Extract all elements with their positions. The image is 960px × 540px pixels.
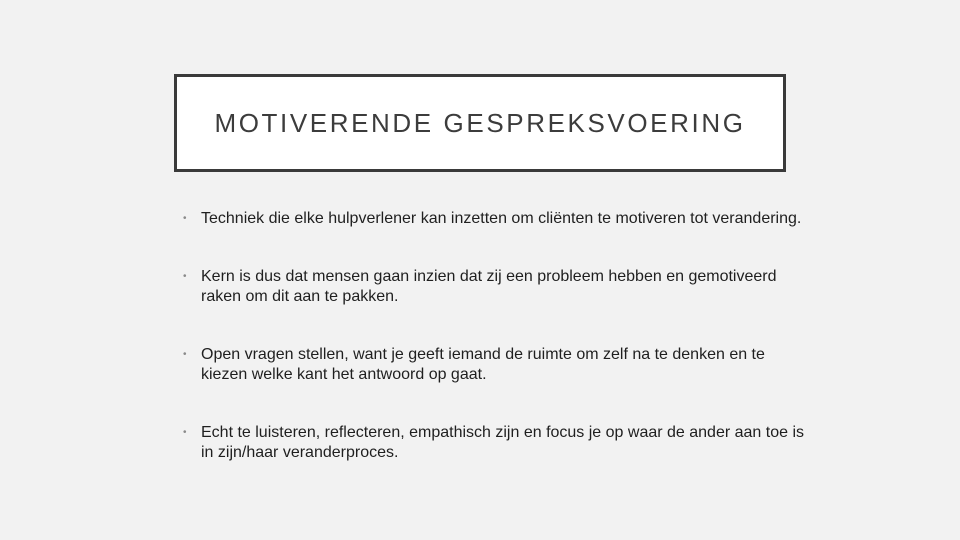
bullet-text: Techniek die elke hulpverlener kan inzetten om cliënten te motiveren tot verandering.: [201, 210, 802, 227]
bullet-icon: •: [183, 349, 187, 360]
bullet-item: [183, 267, 808, 307]
title-box: [174, 74, 786, 172]
bullet-text: Open vragen stellen, want je geeft iemand de ruimte om zelf na te denken en te kiezen welke kant het antwoord op gaat.: [201, 346, 765, 383]
bullet-list: [183, 209, 808, 501]
bullet-text: Echt te luisteren, reflecteren, empathisch zijn en focus je op waar de ander aan toe is in zijn/haar veranderproces.: [201, 424, 805, 461]
bullet-icon: •: [183, 427, 187, 438]
bullet-item: [183, 209, 808, 229]
bullet-item: [183, 423, 808, 463]
bullet-icon: •: [183, 213, 187, 224]
slide-title: MOTIVERENDE GESPREKSVOERING: [214, 107, 746, 138]
bullet-text: Kern is dus dat mensen gaan inzien dat zij een probleem hebben en gemotiveerd raken om dit aan te pakken.: [201, 268, 777, 305]
bullet-item: [183, 345, 808, 385]
bullet-icon: •: [183, 271, 187, 282]
